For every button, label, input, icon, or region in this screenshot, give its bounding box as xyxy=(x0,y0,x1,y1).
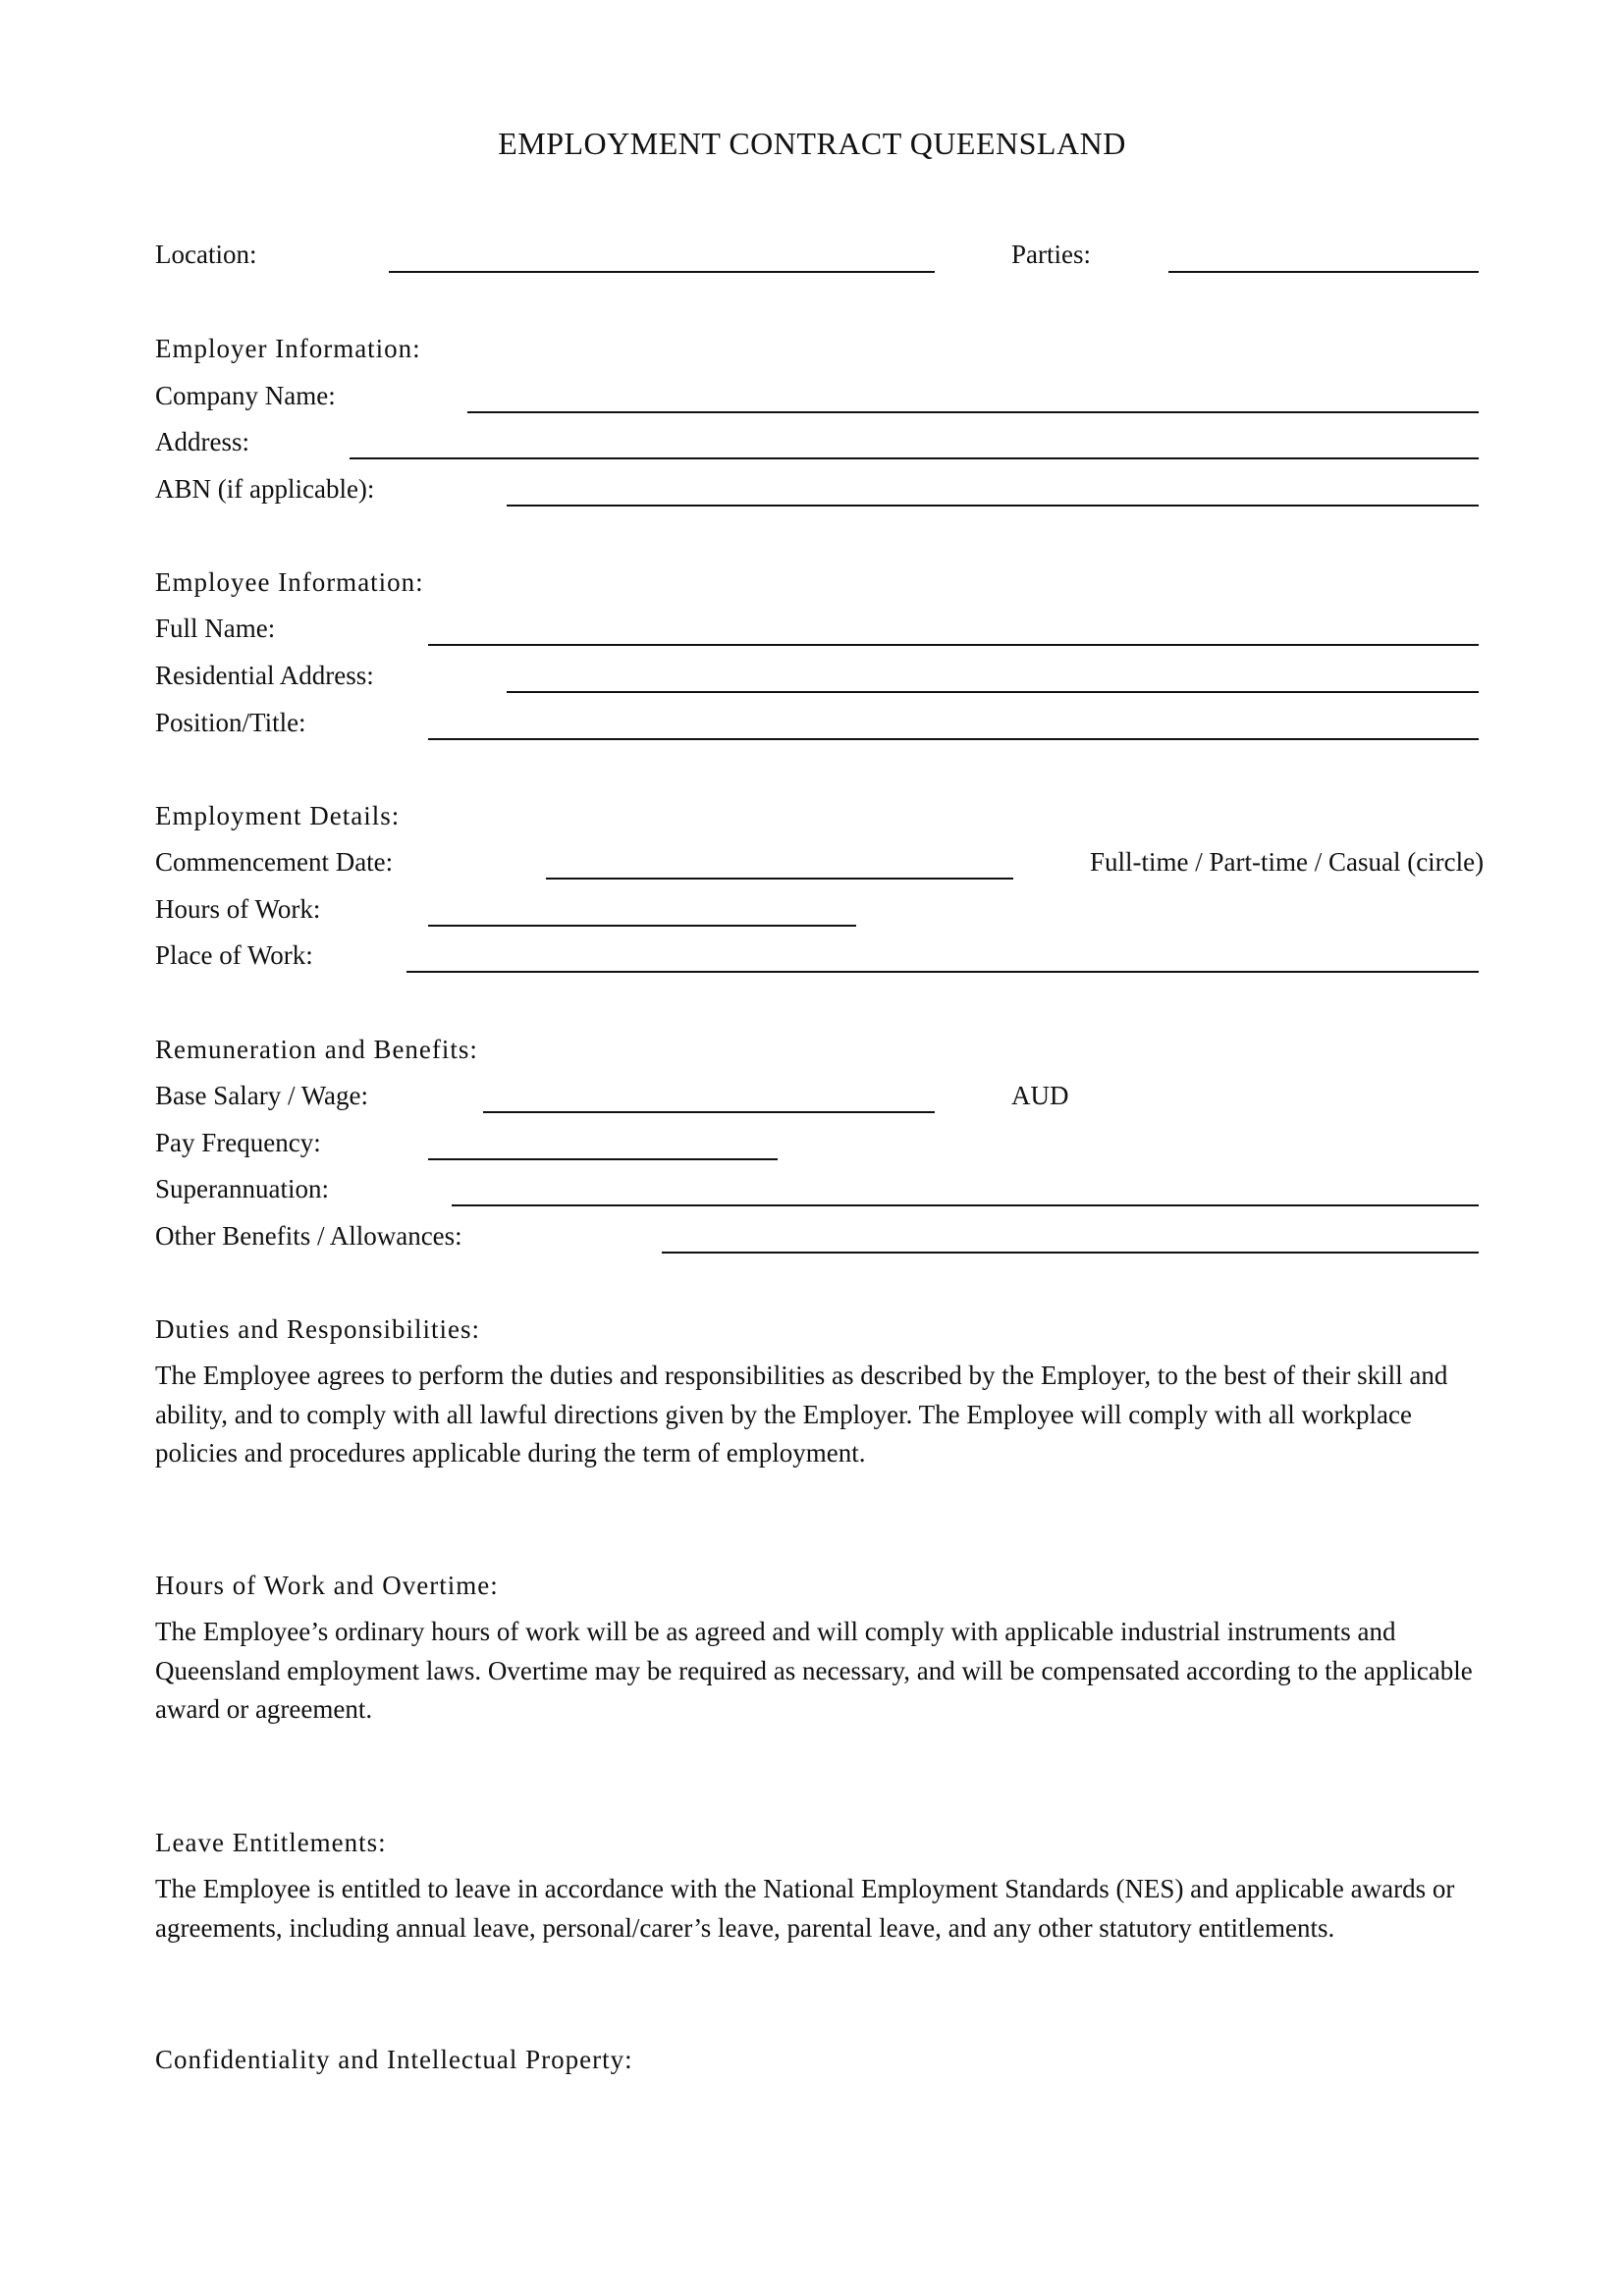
place-of-work-label: Place of Work: xyxy=(155,940,313,970)
position-label: Position/Title: xyxy=(155,708,306,737)
commencement-date-field[interactable] xyxy=(546,878,1013,880)
other-benefits-field[interactable] xyxy=(662,1252,1479,1254)
company-name-label: Company Name: xyxy=(155,381,336,410)
place-of-work-field[interactable] xyxy=(406,971,1479,973)
duties-heading: Duties and Responsibilities: xyxy=(155,1314,480,1344)
overtime-paragraph: The Employee’s ordinary hours of work will be as agreed and will comply with applicable industrial instruments and Queensland employment laws. Overtime may be required as necessary, and will be compensated according to the applicable award or agreement. xyxy=(155,1617,1473,1724)
employee-heading: Employee Information: xyxy=(155,567,424,597)
abn-field[interactable] xyxy=(507,505,1479,507)
commencement-date-label: Commencement Date: xyxy=(155,847,394,877)
parties-label: Parties: xyxy=(1011,240,1091,269)
employment-heading: Employment Details: xyxy=(155,801,401,830)
leave-heading: Leave Entitlements: xyxy=(155,1828,387,1857)
parties-field[interactable] xyxy=(1168,271,1479,273)
full-name-label: Full Name: xyxy=(155,614,276,643)
abn-label: ABN (if applicable): xyxy=(155,474,375,504)
duties-paragraph: The Employee agrees to perform the duties and responsibilities as described by the Employer, to the best of their skill and ability, and to comply with all lawful directions given by the Employer. The Employee will comply with all workplace policies and procedures applicable during the term of employment. xyxy=(155,1361,1448,1468)
overtime-heading: Hours of Work and Overtime: xyxy=(155,1571,499,1600)
residential-address-field[interactable] xyxy=(507,691,1479,693)
page-title: EMPLOYMENT CONTRACT QUEENSLAND xyxy=(498,126,1126,161)
hours-of-work-label: Hours of Work: xyxy=(155,894,321,924)
location-field[interactable] xyxy=(389,271,935,273)
hours-of-work-field[interactable] xyxy=(428,925,856,927)
leave-paragraph: The Employee is entitled to leave in accordance with the National Employment Standards (NES) and applicable awards or agreements, including annual leave, personal/carer’s leave, parental leave, and any other statutory entitlements. xyxy=(155,1874,1455,1943)
residential-address-label: Residential Address: xyxy=(155,661,374,690)
base-salary-field[interactable] xyxy=(483,1111,935,1113)
currency-label: AUD xyxy=(1011,1081,1069,1110)
position-field[interactable] xyxy=(428,738,1479,740)
other-benefits-label: Other Benefits / Allowances: xyxy=(155,1221,462,1251)
remuneration-heading: Remuneration and Benefits: xyxy=(155,1035,478,1064)
employer-heading: Employer Information: xyxy=(155,334,421,363)
address-label: Address: xyxy=(155,427,249,456)
superannuation-field[interactable] xyxy=(452,1204,1479,1206)
confidentiality-heading: Confidentiality and Intellectual Property: xyxy=(155,2045,633,2074)
pay-frequency-label: Pay Frequency: xyxy=(155,1128,321,1157)
employment-type-options[interactable]: Full-time / Part-time / Casual (circle) xyxy=(1090,847,1485,877)
location-label: Location: xyxy=(155,240,257,269)
base-salary-label: Base Salary / Wage: xyxy=(155,1081,369,1110)
company-name-field[interactable] xyxy=(467,411,1479,413)
address-field[interactable] xyxy=(350,457,1479,459)
pay-frequency-field[interactable] xyxy=(428,1158,778,1160)
superannuation-label: Superannuation: xyxy=(155,1174,329,1203)
full-name-field[interactable] xyxy=(428,644,1479,646)
